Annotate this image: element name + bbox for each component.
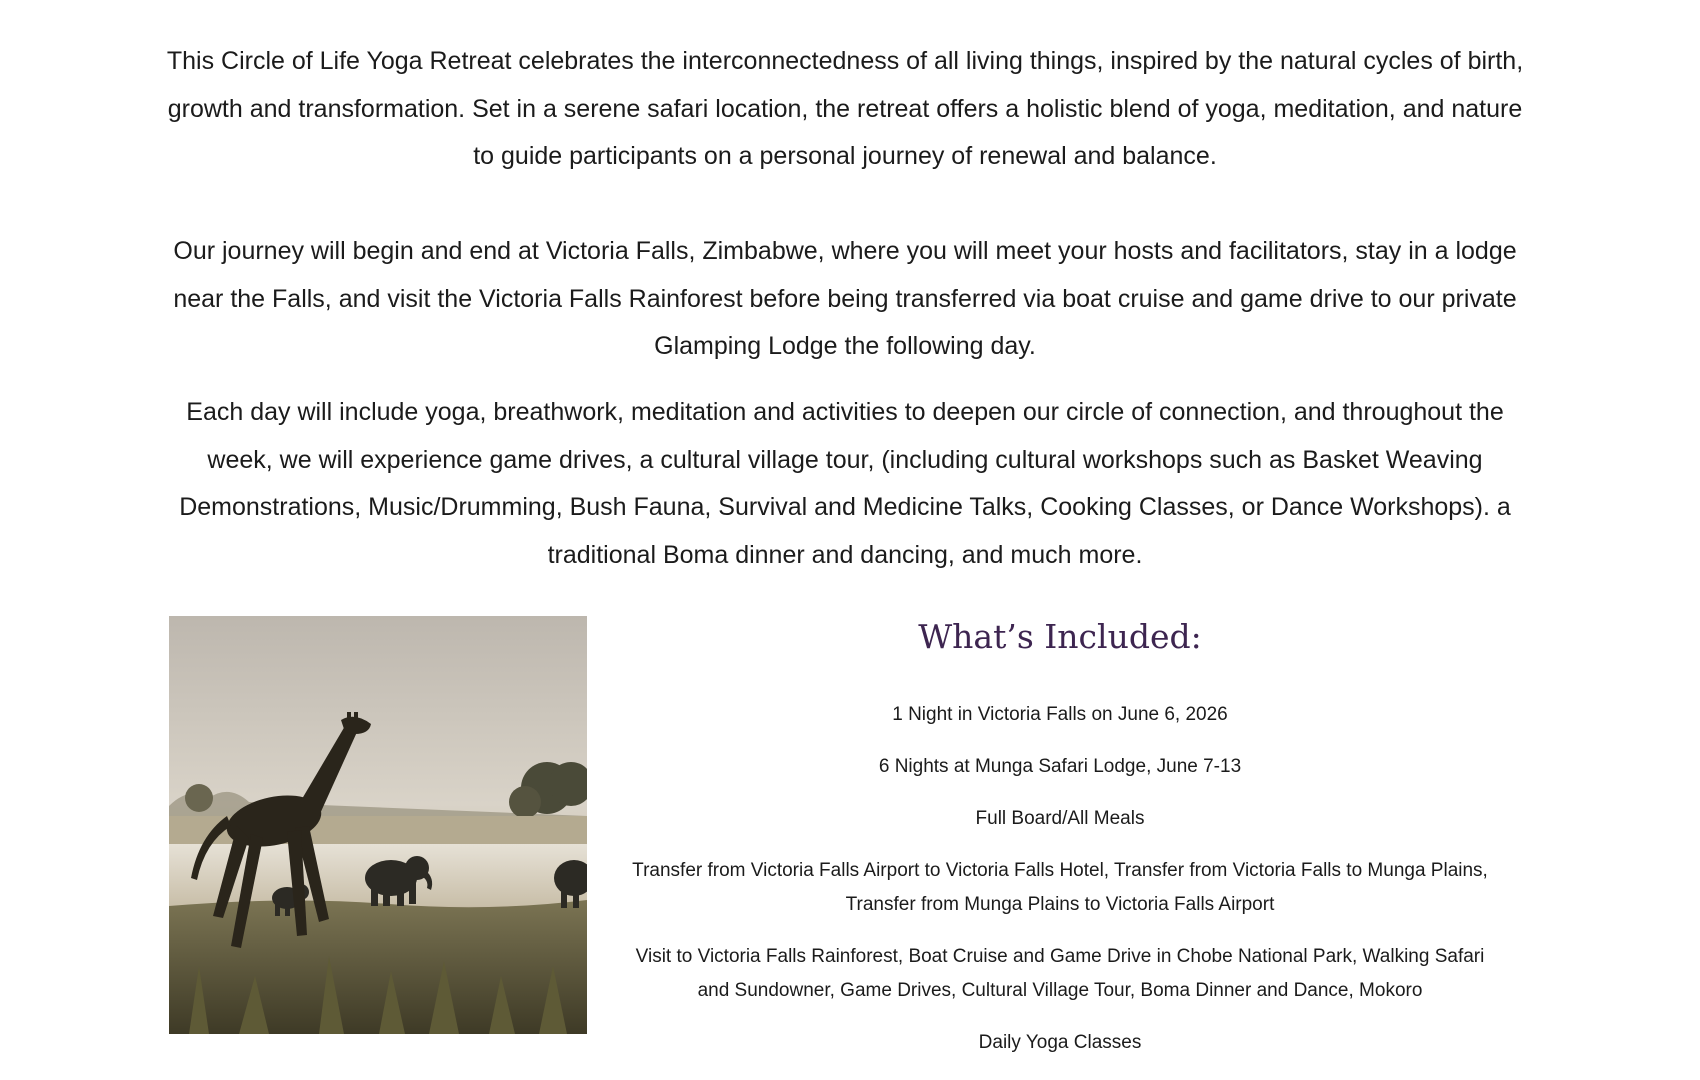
intro-paragraph-1: This Circle of Life Yoga Retreat celebrates the interconnectedness of all living things, inspired by the natural cycles of birth, growth and transformation. Set in a serene safari location, the retreat offers a holistic blend of yoga, meditation, and nature to guide participants on a personal journey of renewal and balance. xyxy=(166,47,1524,170)
included-item: Daily Yoga Classes xyxy=(978,1032,1142,1053)
intro-paragraph-3: Each day will include yoga, breathwork, meditation and activities to deepen our circle of connection, and throughout the week, we will experience game drives, a cultural village tour, (including cultural workshops such as Basket Weaving Demonstrations, Music/Drumming, Bush Fauna, Survival and Medicine Talks, Cooking Classes, or Dance Workshops). a traditional Boma dinner and dancing, and much more. xyxy=(179,398,1511,569)
included-item: Full Board/All Meals xyxy=(975,808,1145,829)
included-item: Visit to Victoria Falls Rainforest, Boat Cruise and Game Drive in Chobe National Park, Walking Safari and Sundowner, Game Drives, Cultural Village Tour, Boma Dinner and Dance, Mokoro xyxy=(635,946,1485,1001)
safari-photo xyxy=(169,616,587,1034)
included-item: 6 Nights at Munga Safari Lodge, June 7-13 xyxy=(878,756,1242,777)
included-item: Transfer from Victoria Falls Airport to Victoria Falls Hotel, Transfer from Victoria Falls to Munga Plains, Transfer from Munga Plains to Victoria Falls Airport xyxy=(632,860,1488,915)
included-item: 1 Night in Victoria Falls on June 6, 2026 xyxy=(892,704,1228,725)
whats-included-heading: What’s Included: xyxy=(918,617,1202,656)
giraffe-elephants-image xyxy=(169,616,587,1034)
intro-paragraph-2: Our journey will begin and end at Victoria Falls, Zimbabwe, where you will meet your hosts and facilitators, stay in a lodge near the Falls, and visit the Victoria Falls Rainforest before being transferred via boat cruise and game drive to our private Glamping Lodge the following day. xyxy=(173,237,1517,360)
whats-included-section xyxy=(630,610,1490,1053)
